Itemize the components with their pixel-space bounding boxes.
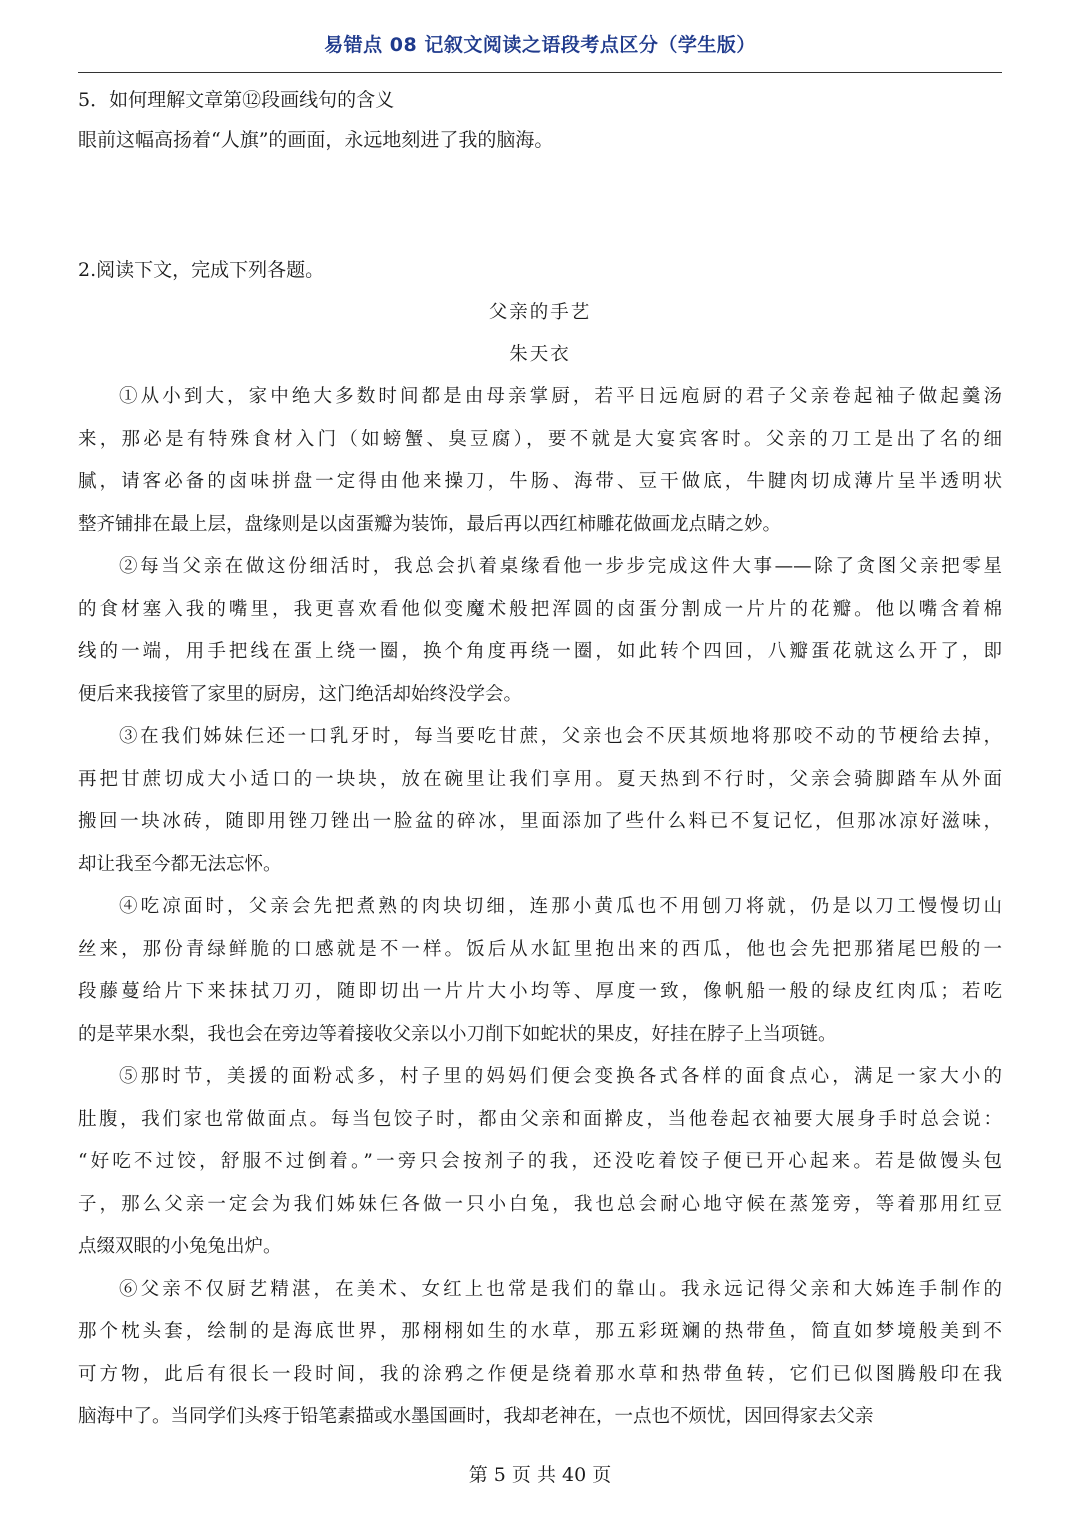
- paragraph-line: 再把甘蔗切成大小适口的一块块，放在碗里让我们享用。夏天热到不行时，父亲会骑脚踏车从外面: [78, 768, 1002, 790]
- article-title: 父亲的手艺: [488, 302, 592, 323]
- paragraph-line: ①从小到大，家中绝大多数时间都是由母亲掌厨，若平日远庖厨的君子父亲卷起袖子做起羹汤: [119, 386, 1002, 407]
- article-paragraph: [78, 716, 1002, 886]
- paragraph-line: ⑤那时节，美援的面粉忒多，村子里的妈妈们便会变换各式各样的面食点心，满足一家大小的: [119, 1066, 1002, 1087]
- paragraph-line: 点缀双眼的小兔兔出炉。: [78, 1236, 282, 1257]
- paragraph-line: 线的一端，用手把线在蛋上绕一圈，换个角度再绕一圈，如此转个四回，八瓣蛋花就这么开了，即: [78, 641, 1002, 662]
- paragraph-line: 整齐铺排在最上层，盘缘则是以卤蛋瓣为装饰，最后再以西红柿雕花做画龙点睛之妙。: [78, 513, 782, 535]
- paragraph-line: ⑥父亲不仅厨艺精湛，在美术、女红上也常是我们的靠山。我永远记得父亲和大姊连手制作的: [119, 1278, 1002, 1300]
- section-2-instruction: 2.阅读下文，完成下列各题。: [78, 259, 325, 281]
- paragraph-line: ③在我们姊妹仨还一口乳牙时，每当要吃甘蔗，父亲也会不厌其烦地将那咬不动的节梗给去掉，: [119, 726, 1002, 747]
- header-divider: [78, 72, 1002, 73]
- paragraph-line: 脑海中了。当同学们头疼于铅笔素描或水墨国画时，我却老神在，一点也不烦忧，因回得家去父亲: [78, 1406, 874, 1427]
- article-paragraph: [78, 886, 1002, 1056]
- paragraph-line: 肚腹，我们家也常做面点。每当包饺子时，都由父亲和面擀皮，当他卷起衣袖要大展身手时总会说：: [78, 1108, 1002, 1130]
- question-5-prompt: 5．如何理解文章第⑫段画线句的含义: [78, 89, 395, 111]
- paragraph-line: 便后来我接管了家里的厨房，这门绝活却始终没学会。: [78, 683, 523, 705]
- paragraph-line: “好吃不过饺，舒服不过倒着。”一旁只会按剂子的我，还没吃着饺子便已开心起来。若是做馒头包: [78, 1151, 1002, 1172]
- paragraph-line: 那个枕头套，绘制的是海底世界，那栩栩如生的水草，那五彩斑斓的热带鱼，简直如梦境般美到不: [78, 1321, 1002, 1342]
- paragraph-line: 腻，请客必备的卤味拼盘一定得由他来操刀，牛肠、海带、豆干做底，牛腱肉切成薄片呈半透明状: [78, 471, 1002, 492]
- paragraph-line: 丝来，那份青绿鲜脆的口感就是不一样。饭后从水缸里抱出来的西瓜，他也会先把那猪尾巴般的一: [78, 938, 1002, 960]
- paragraph-line: 的食材塞入我的嘴里，我更喜欢看他似变魔术般把浑圆的卤蛋分割成一片片的花瓣。他以嘴含着棉: [78, 598, 1002, 620]
- page-footer: 第 5 页 共 40 页: [468, 1464, 612, 1486]
- paragraph-line: 段藤蔓给片下来抹拭刀刃，随即切出一片片大小均等、厚度一致，像帆船一般的绿皮红肉瓜；若吃: [78, 981, 1002, 1002]
- article-author: 朱天衣: [509, 344, 571, 365]
- article-paragraph: [78, 1269, 1002, 1439]
- paragraph-line: ④吃凉面时，父亲会先把煮熟的肉块切细，连那小黄瓜也不用刨刀将就，仍是以刀工慢慢切山: [119, 896, 1002, 917]
- paragraph-line: 的是苹果水梨，我也会在旁边等着接收父亲以小刀削下如蛇状的果皮，好挂在脖子上当项链。: [78, 1023, 837, 1045]
- paragraph-line: 可方物，此后有很长一段时间，我的涂鸦之作便是绕着那水草和热带鱼转，它们已似图腾般印在我: [78, 1363, 1002, 1385]
- article-paragraph: [78, 546, 1002, 716]
- document-header-title: 易错点 08 记叙文阅读之语段考点区分（学生版）: [324, 34, 756, 56]
- paragraph-line: 子，那么父亲一定会为我们姊妹仨各做一只小白兔，我也总会耐心地守候在蒸笼旁，等着那用红豆: [78, 1193, 1002, 1215]
- paragraph-line: 来，那必是有特殊食材入门（如螃蟹、臭豆腐），要不就是大宴宾客时。父亲的刀工是出了名的细: [78, 428, 1002, 450]
- paragraph-line: ②每当父亲在做这份细活时，我总会扒着桌缘看他一步步完成这件大事——除了贪图父亲把零星: [119, 556, 1002, 577]
- article-paragraph: [78, 376, 1002, 546]
- paragraph-line: 却让我至今都无法忘怀。: [78, 853, 282, 875]
- question-5-sentence: 眼前这幅高扬着“人旗”的画面，永远地刻进了我的脑海。: [78, 129, 554, 151]
- article-paragraph: [78, 1056, 1002, 1269]
- paragraph-line: 搬回一块冰砖，随即用锉刀锉出一脸盆的碎冰，里面添加了些什么料已不复记忆，但那冰凉好滋味，: [78, 811, 1002, 832]
